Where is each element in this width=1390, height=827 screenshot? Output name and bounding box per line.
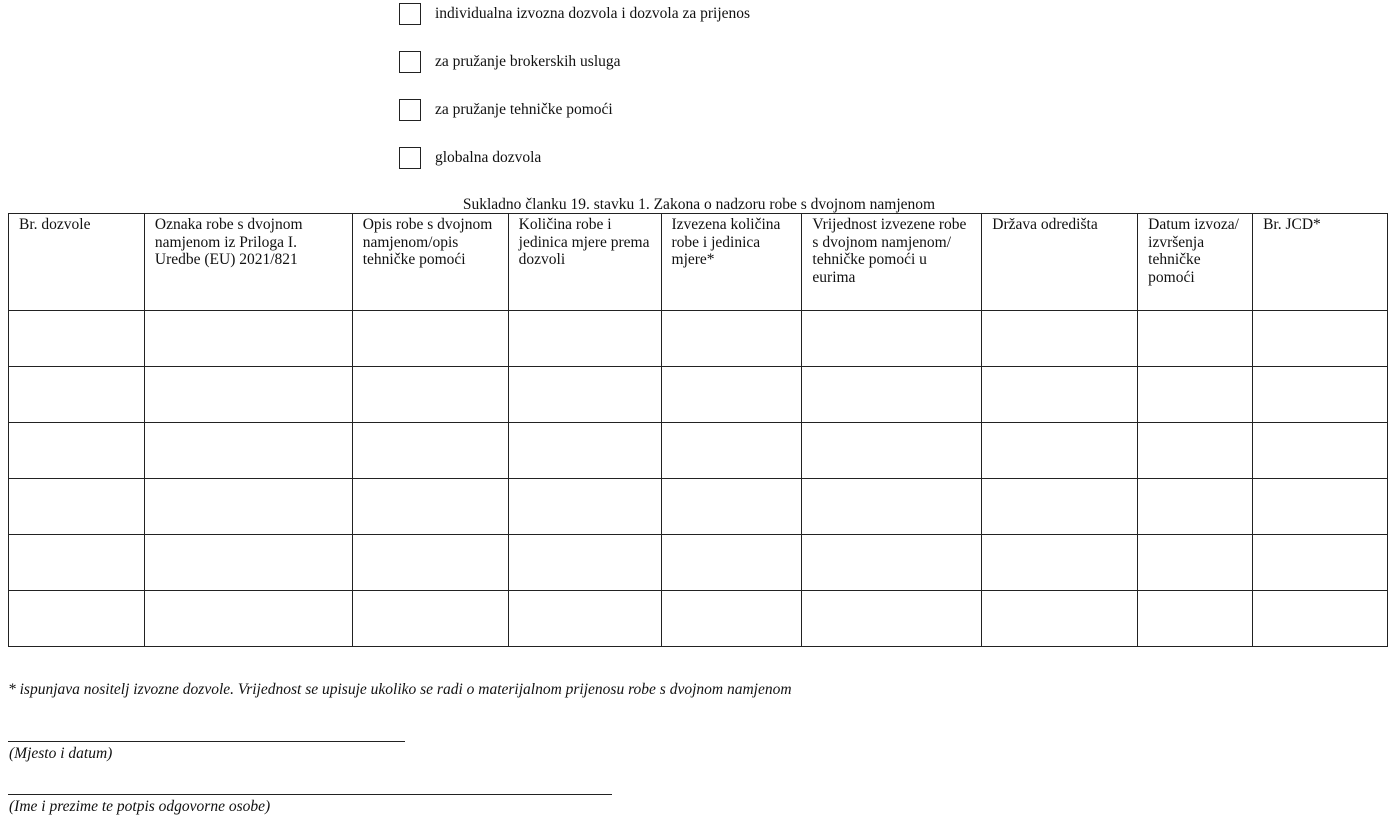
table-cell[interactable] <box>661 479 802 535</box>
table-cell[interactable] <box>1253 311 1388 367</box>
table-cell[interactable] <box>802 479 982 535</box>
table-cell[interactable] <box>661 591 802 647</box>
table-cell[interactable] <box>982 535 1138 591</box>
table-cell[interactable] <box>508 479 661 535</box>
header-cell: Oznaka robe s dvojnom namjenom iz Priloga I. Uredbe (EU) 2021/821 <box>144 214 352 311</box>
option-individual-export[interactable] <box>399 3 750 25</box>
table-cell[interactable] <box>1138 311 1253 367</box>
table-cell[interactable] <box>661 423 802 479</box>
option-label: za pružanje brokerskih usluga <box>435 53 621 70</box>
table-cell[interactable] <box>144 311 352 367</box>
header-row <box>9 214 1388 311</box>
signature-label: (Ime i prezime te potpis odgovorne osobe) <box>9 798 271 815</box>
table-row <box>9 423 1388 479</box>
table-cell[interactable] <box>352 423 508 479</box>
table-cell[interactable] <box>144 535 352 591</box>
table-cell[interactable] <box>1253 479 1388 535</box>
table-cell[interactable] <box>1138 535 1253 591</box>
place-date-line[interactable] <box>8 741 405 742</box>
table-cell[interactable] <box>982 479 1138 535</box>
option-label: individualna izvozna dozvola i dozvola za prijenos <box>435 5 751 22</box>
checkbox[interactable] <box>399 99 421 121</box>
table-cell[interactable] <box>508 311 661 367</box>
table-cell[interactable] <box>661 535 802 591</box>
table-cell[interactable] <box>352 591 508 647</box>
table-cell[interactable] <box>982 423 1138 479</box>
table-cell[interactable] <box>1253 367 1388 423</box>
table-cell[interactable] <box>802 311 982 367</box>
header-cell: Datum izvoza/ izvršenja tehničke pomoći <box>1138 214 1253 311</box>
table-cell[interactable] <box>1138 479 1253 535</box>
table-caption: Sukladno članku 19. stavku 1. Zakona o nadzoru robe s dvojnom namjenom <box>462 196 936 213</box>
table-cell[interactable] <box>802 535 982 591</box>
header-cell: Br. JCD* <box>1253 214 1388 311</box>
table-cell[interactable] <box>1253 535 1388 591</box>
footnote: * ispunjava nositelj izvozne dozvole. Vrijednost se upisuje ukoliko se radi o materijalnom prijenosu robe s dvojnom namjenom <box>8 681 792 698</box>
table-row <box>9 591 1388 647</box>
table-cell[interactable] <box>9 311 145 367</box>
table-cell[interactable] <box>802 591 982 647</box>
table-cell[interactable] <box>9 591 145 647</box>
table-cell[interactable] <box>352 535 508 591</box>
table-cell[interactable] <box>1138 367 1253 423</box>
table-cell[interactable] <box>144 367 352 423</box>
report-table <box>8 213 1388 647</box>
table-row <box>9 367 1388 423</box>
table-cell[interactable] <box>802 423 982 479</box>
header-cell: Opis robe s dvojnom namjenom/opis tehničke pomoći <box>352 214 508 311</box>
table-row <box>9 311 1388 367</box>
table-cell[interactable] <box>352 479 508 535</box>
header-cell: Država odredišta <box>982 214 1138 311</box>
table-cell[interactable] <box>982 591 1138 647</box>
table-row <box>9 479 1388 535</box>
table-cell[interactable] <box>982 367 1138 423</box>
signature-line[interactable] <box>8 794 612 795</box>
table-cell[interactable] <box>508 367 661 423</box>
option-technical-assistance[interactable] <box>399 99 613 121</box>
table-cell[interactable] <box>352 367 508 423</box>
checkbox[interactable] <box>399 51 421 73</box>
table-cell[interactable] <box>1138 423 1253 479</box>
table-cell[interactable] <box>9 423 145 479</box>
place-date-label: (Mjesto i datum) <box>9 745 113 762</box>
table-cell[interactable] <box>9 479 145 535</box>
table-cell[interactable] <box>508 591 661 647</box>
table-cell[interactable] <box>508 423 661 479</box>
table-cell[interactable] <box>661 311 802 367</box>
table-cell[interactable] <box>982 311 1138 367</box>
header-cell: Br. dozvole <box>9 214 145 311</box>
option-global-licence[interactable] <box>399 147 541 169</box>
checkbox[interactable] <box>399 147 421 169</box>
checkbox[interactable] <box>399 3 421 25</box>
header-cell: Količina robe i jedinica mjere prema dozvoli <box>508 214 661 311</box>
table-cell[interactable] <box>144 479 352 535</box>
option-label: za pružanje tehničke pomoći <box>435 101 613 118</box>
table-cell[interactable] <box>9 535 145 591</box>
table-cell[interactable] <box>802 367 982 423</box>
option-brokering[interactable] <box>399 51 621 73</box>
header-cell: Izvezena količina robe i jedinica mjere* <box>661 214 802 311</box>
table-cell[interactable] <box>144 591 352 647</box>
table-cell[interactable] <box>508 535 661 591</box>
table-cell[interactable] <box>144 423 352 479</box>
table-cell[interactable] <box>1253 423 1388 479</box>
table-cell[interactable] <box>9 367 145 423</box>
table-cell[interactable] <box>661 367 802 423</box>
table-cell[interactable] <box>352 311 508 367</box>
table-cell[interactable] <box>1138 591 1253 647</box>
header-cell: Vrijednost izvezene robe s dvojnom namjenom/ tehničke pomoći u eurima <box>802 214 982 311</box>
table-row <box>9 535 1388 591</box>
table-cell[interactable] <box>1253 591 1388 647</box>
option-label: globalna dozvola <box>435 149 542 166</box>
